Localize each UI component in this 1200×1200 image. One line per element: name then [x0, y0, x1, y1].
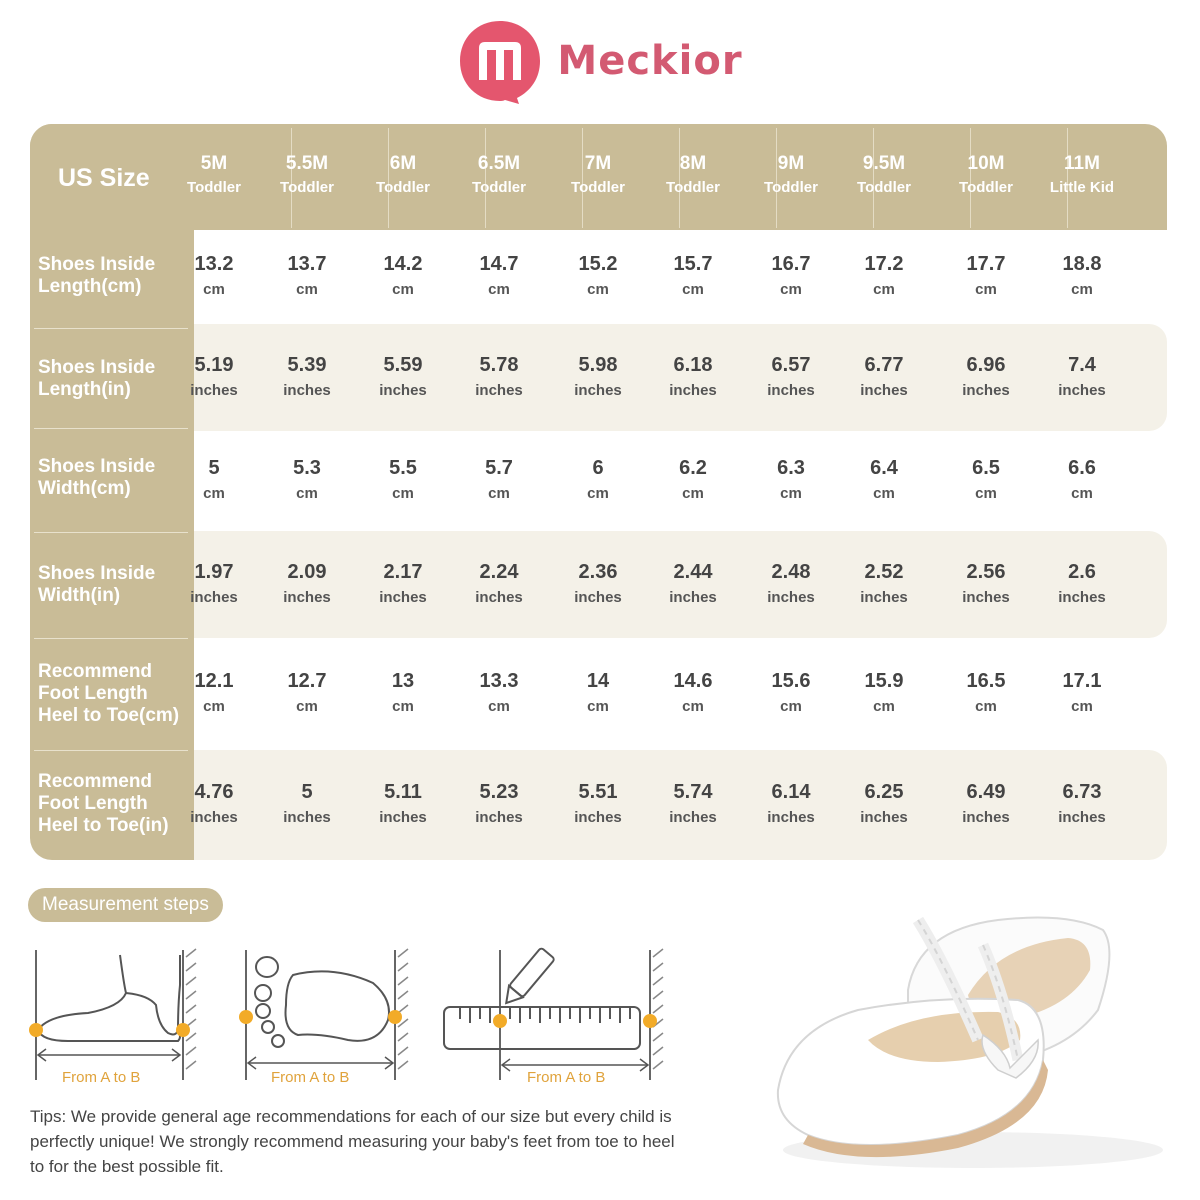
size-column-header	[938, 152, 1034, 200]
size-column-header	[550, 152, 646, 200]
cell-value: 12.7	[287, 670, 327, 692]
table-cell	[550, 779, 646, 831]
table-cell	[355, 779, 451, 831]
cell-value: 15.6	[771, 670, 811, 692]
row-divider	[34, 328, 188, 329]
cell-unit: cm	[873, 485, 895, 502]
cell-unit: inches	[283, 588, 331, 606]
table-cell	[645, 352, 741, 404]
table-cell	[743, 251, 839, 303]
cell-unit: cm	[488, 485, 510, 502]
cell-unit: cm	[780, 485, 802, 502]
size-label: 6.5M	[477, 153, 521, 174]
cell-value: 5.7	[485, 457, 513, 479]
table-cell	[1034, 559, 1130, 611]
cell-value: 16.7	[771, 253, 811, 275]
cell-value: 14	[586, 670, 610, 692]
cell-value: 13	[391, 670, 415, 692]
cell-value: 5.5	[389, 457, 417, 479]
size-label: 9.5M	[862, 153, 906, 174]
step-caption: From A to B	[271, 1069, 350, 1086]
table-cell	[836, 251, 932, 303]
cell-unit: cm	[780, 698, 802, 715]
cell-unit: inches	[669, 809, 717, 826]
cell-value: 6.4	[870, 457, 898, 479]
cell-unit: cm	[1071, 281, 1093, 298]
row-label: Shoes Inside Width(cm)	[38, 456, 156, 499]
stage-label: Toddler	[376, 179, 430, 196]
table-cell	[259, 352, 355, 404]
size-label: 9M	[777, 153, 805, 174]
cell-unit: cm	[587, 698, 609, 715]
cell-unit: cm	[975, 698, 997, 715]
cell-value: 2.56	[966, 560, 1006, 583]
table-cell	[166, 668, 262, 720]
cell-unit: cm	[587, 281, 609, 298]
tips-text: Tips: We provide general age recommendations for each of our size but every child is perfectly unique! We strongly recommend measuring your baby's feet from toe to heel to for the best possible fit.	[30, 1107, 675, 1176]
cell-unit: cm	[296, 698, 318, 715]
m-letter-badge-icon	[457, 18, 543, 104]
cell-unit: cm	[780, 281, 802, 298]
stage-label: Little Kid	[1049, 179, 1115, 196]
table-cell	[451, 455, 547, 507]
cell-value: 7.4	[1068, 353, 1096, 376]
cell-value: 6.5	[972, 457, 1000, 479]
table-cell	[259, 779, 355, 831]
stage-label: Toddler	[472, 179, 526, 196]
cell-unit: cm	[296, 485, 318, 502]
table-cell	[166, 455, 262, 507]
table-cell	[259, 251, 355, 303]
table-cell	[550, 455, 646, 507]
table-cell	[451, 352, 547, 404]
row-label: Shoes Inside Length(in)	[38, 357, 156, 400]
cell-unit: inches	[962, 809, 1010, 826]
table-cell	[355, 352, 451, 404]
cell-value: 6.2	[679, 457, 707, 479]
cell-value: 5.3	[293, 457, 321, 479]
table-cell	[1034, 251, 1130, 303]
cell-value: 6.77	[864, 353, 904, 376]
cell-value: 6.6	[1068, 457, 1096, 479]
cell-value: 17.7	[966, 253, 1006, 275]
cell-value: 5	[208, 457, 220, 479]
table-cell	[938, 251, 1034, 303]
brand-name: Meckior	[557, 38, 743, 84]
table-cell	[166, 779, 262, 831]
cell-value: 2.6	[1068, 560, 1096, 583]
cell-unit: inches	[379, 381, 427, 399]
cell-value: 2.52	[864, 560, 904, 583]
cell-value: 15.7	[673, 253, 713, 275]
row-label: Shoes Inside Width(in)	[38, 563, 156, 606]
cell-value: 5.74	[673, 781, 713, 803]
cell-unit: cm	[392, 698, 414, 715]
white-mary-jane-shoes-photo	[768, 900, 1178, 1180]
table-cell	[938, 779, 1034, 831]
size-label: 10M	[967, 153, 1005, 174]
table-cell	[645, 559, 741, 611]
cell-value: 6.14	[771, 781, 811, 803]
size-column-header	[743, 152, 839, 200]
row-divider	[34, 532, 188, 533]
cell-unit: inches	[1058, 809, 1106, 826]
cell-unit: cm	[392, 281, 414, 298]
table-cell	[355, 559, 451, 611]
table-cell	[743, 779, 839, 831]
cell-unit: cm	[1071, 485, 1093, 502]
stage-label: Toddler	[959, 179, 1013, 196]
size-column-header	[451, 152, 547, 200]
cell-value: 13.7	[287, 253, 327, 275]
table-cell	[1034, 668, 1130, 720]
table-cell	[1034, 352, 1130, 404]
table-cell	[355, 668, 451, 720]
cell-unit: inches	[1058, 381, 1106, 399]
cell-unit: inches	[475, 381, 523, 399]
cell-value: 1.97	[194, 560, 234, 583]
table-cell	[550, 352, 646, 404]
table-cell	[1034, 779, 1130, 831]
size-label: 8M	[679, 153, 707, 174]
cell-value: 6.49	[966, 781, 1006, 803]
cell-unit: inches	[475, 809, 523, 826]
size-column-header	[355, 152, 451, 200]
cell-unit: cm	[203, 281, 225, 298]
table-cell	[451, 559, 547, 611]
table-cell	[836, 352, 932, 404]
cell-value: 17.2	[864, 253, 904, 275]
cell-value: 17.1	[1062, 670, 1102, 692]
stage-label: Toddler	[280, 179, 334, 196]
cell-value: 5.23	[479, 781, 519, 803]
cell-unit: inches	[767, 588, 815, 606]
table-cell	[550, 251, 646, 303]
brand-header	[0, 16, 1200, 106]
cell-unit: inches	[574, 588, 622, 606]
cell-unit: cm	[682, 485, 704, 502]
table-cell	[1034, 455, 1130, 507]
table-cell	[259, 668, 355, 720]
cell-unit: cm	[203, 698, 225, 715]
cell-value: 6	[592, 457, 604, 479]
cell-unit: inches	[574, 381, 622, 399]
table-cell	[259, 559, 355, 611]
table-cell	[938, 559, 1034, 611]
cell-unit: cm	[392, 485, 414, 502]
cell-value: 13.3	[479, 670, 519, 692]
measurement-steps-title: Measurement steps	[28, 888, 223, 922]
cell-unit: inches	[379, 809, 427, 826]
cell-unit: inches	[669, 381, 717, 399]
cell-unit: inches	[190, 381, 238, 399]
table-cell	[166, 352, 262, 404]
cell-unit: inches	[475, 588, 523, 606]
cell-value: 5.19	[194, 353, 234, 376]
cell-unit: inches	[574, 809, 622, 826]
stage-label: Toddler	[571, 179, 625, 196]
cell-unit: cm	[488, 281, 510, 298]
size-label: 6M	[389, 153, 417, 174]
cell-value: 5.98	[578, 353, 618, 376]
cell-unit: cm	[873, 698, 895, 715]
table-cell	[451, 779, 547, 831]
table-cell	[836, 559, 932, 611]
table-cell	[451, 251, 547, 303]
table-cell	[166, 251, 262, 303]
row-divider	[34, 750, 188, 751]
cell-value: 4.76	[194, 781, 234, 803]
cell-value: 5.51	[578, 781, 618, 803]
cell-value: 14.7	[479, 253, 519, 275]
table-cell	[938, 455, 1034, 507]
cell-unit: inches	[860, 588, 908, 606]
cell-value: 6.25	[864, 781, 904, 803]
cell-value: 5	[301, 781, 313, 803]
size-column-header	[1034, 152, 1130, 200]
table-cell	[836, 455, 932, 507]
stage-label: Toddler	[187, 179, 241, 196]
cell-unit: inches	[767, 809, 815, 826]
row-label: Shoes Inside Length(cm)	[38, 254, 156, 297]
cell-value: 14.6	[673, 670, 713, 692]
table-cell	[645, 668, 741, 720]
table-cell	[645, 779, 741, 831]
table-cell	[451, 668, 547, 720]
cell-value: 2.48	[771, 560, 811, 583]
row-label: Recommend Foot Length Heel to Toe(in)	[38, 771, 169, 836]
cell-value: 5.59	[383, 353, 423, 376]
cell-value: 12.1	[194, 670, 234, 692]
row-label: Recommend Foot Length Heel to Toe(cm)	[38, 661, 180, 726]
cell-unit: inches	[283, 809, 331, 826]
cell-value: 15.9	[864, 670, 904, 692]
cell-value: 6.3	[777, 457, 805, 479]
cell-value: 2.36	[578, 560, 618, 583]
table-cell	[259, 455, 355, 507]
cell-value: 6.18	[673, 353, 713, 376]
cell-value: 6.73	[1062, 781, 1102, 803]
cell-unit: cm	[682, 698, 704, 715]
table-cell	[743, 559, 839, 611]
table-cell	[550, 668, 646, 720]
cell-value: 6.96	[966, 353, 1006, 376]
row-divider	[34, 638, 188, 639]
table-cell	[743, 668, 839, 720]
cell-value: 2.24	[479, 560, 519, 583]
cell-unit: cm	[975, 281, 997, 298]
cell-value: 2.17	[383, 560, 423, 583]
table-cell	[743, 455, 839, 507]
table-cell	[355, 251, 451, 303]
cell-value: 16.5	[966, 670, 1006, 692]
table-cell	[938, 352, 1034, 404]
stage-label: Toddler	[764, 179, 818, 196]
cell-value: 14.2	[383, 253, 423, 275]
cell-unit: inches	[767, 381, 815, 399]
stage-label: Toddler	[666, 179, 720, 196]
cell-unit: inches	[190, 588, 238, 606]
cell-value: 13.2	[194, 253, 234, 275]
cell-unit: cm	[488, 698, 510, 715]
size-chart-table	[30, 124, 1167, 860]
cell-unit: inches	[190, 809, 238, 826]
size-column-header	[836, 152, 932, 200]
table-cell	[938, 668, 1034, 720]
size-label: 7M	[584, 153, 612, 174]
size-label: 5.5M	[285, 153, 329, 174]
cell-value: 2.44	[673, 560, 713, 583]
step-caption: From A to B	[527, 1069, 606, 1086]
size-column-header	[259, 152, 355, 200]
cell-unit: cm	[975, 485, 997, 502]
cell-value: 15.2	[578, 253, 618, 275]
table-cell	[836, 668, 932, 720]
table-cell	[166, 559, 262, 611]
size-label: 11M	[1064, 153, 1100, 174]
cell-unit: inches	[962, 588, 1010, 606]
table-cell	[836, 779, 932, 831]
size-column-header	[645, 152, 741, 200]
cell-value: 6.57	[771, 353, 811, 376]
row-divider	[34, 428, 188, 429]
us-size-header: US Size	[58, 164, 150, 192]
cell-value: 5.78	[479, 353, 519, 376]
table-cell	[355, 455, 451, 507]
cell-unit: cm	[587, 485, 609, 502]
cell-value: 18.8	[1062, 253, 1102, 275]
cell-value: 5.39	[287, 353, 327, 376]
cell-value: 2.09	[287, 560, 327, 583]
table-cell	[645, 455, 741, 507]
table-cell	[550, 559, 646, 611]
cell-unit: inches	[1058, 588, 1106, 606]
cell-unit: cm	[203, 485, 225, 502]
cell-value: 5.11	[384, 781, 422, 803]
cell-unit: inches	[860, 381, 908, 399]
table-cell	[645, 251, 741, 303]
size-label: 5M	[200, 153, 228, 174]
size-column-header	[166, 152, 262, 200]
cell-unit: inches	[669, 588, 717, 606]
cell-unit: cm	[682, 281, 704, 298]
cell-unit: cm	[296, 281, 318, 298]
cell-unit: cm	[873, 281, 895, 298]
stage-label: Toddler	[857, 179, 911, 196]
cell-unit: inches	[379, 588, 427, 606]
step-caption: From A to B	[62, 1069, 141, 1086]
cell-unit: inches	[860, 809, 908, 826]
table-cell	[743, 352, 839, 404]
cell-unit: inches	[962, 381, 1010, 399]
cell-unit: cm	[1071, 698, 1093, 715]
cell-unit: inches	[283, 381, 331, 399]
